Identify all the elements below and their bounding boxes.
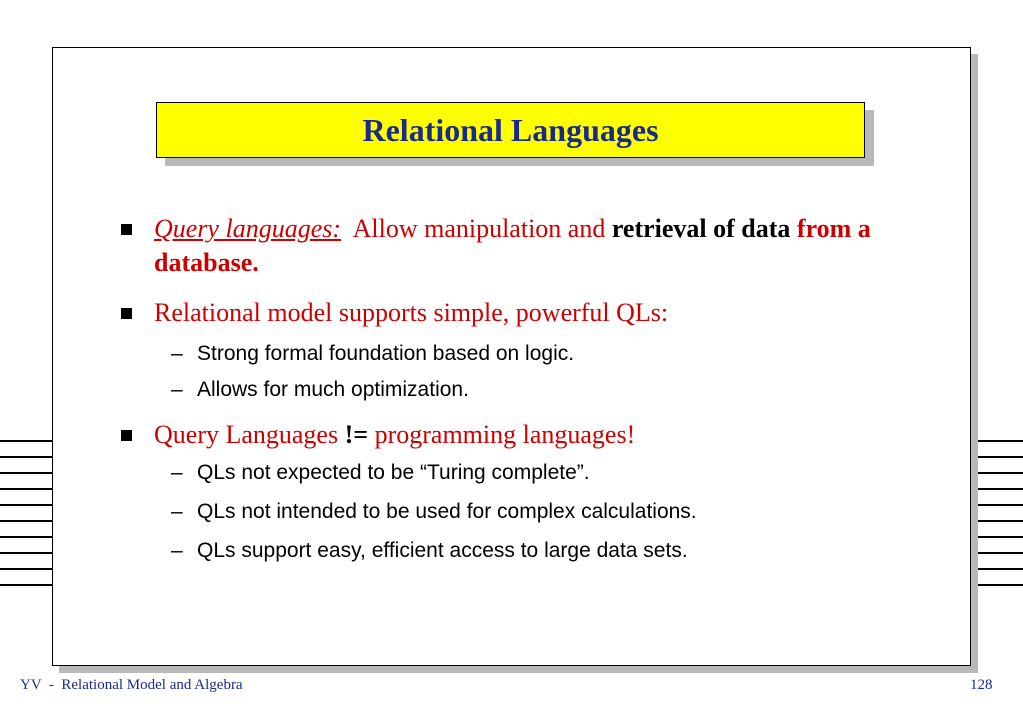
bold-red-text: from a database. [154,214,871,277]
dash-bullet-icon: – [171,500,183,523]
sub-bullet [171,459,857,487]
sub-bullet-text: QLs support easy, efficient access to large data sets. [197,539,688,562]
dash-bullet-icon: – [171,461,183,484]
sub-bullet-text: Strong formal foundation based on logic. [197,342,575,365]
footer-page-number: 128 [970,677,993,693]
square-bullet-icon [121,308,132,319]
dash-bullet-icon: – [171,342,183,365]
bullet-relational-model [154,296,874,330]
sub-bullet [171,537,857,565]
square-bullet-icon [121,430,132,441]
bullet-text: Query Languages [154,420,339,449]
slide-title: Relational Languages [362,111,659,148]
bullet-text: programming languages! [374,420,636,449]
bullet-query-languages [154,212,874,280]
sub-bullet [171,340,857,368]
sub-bullet [171,376,857,404]
sub-bullet-text: QLs not expected to be “Turing complete”. [197,461,590,484]
dash-bullet-icon: – [171,378,183,401]
sub-bullet-text: Allows for much optimization. [197,378,469,401]
bullet-query-vs-programming [154,418,874,452]
term-query-languages: Query languages: [154,214,342,243]
bullet-text: Allow manipulation and [352,214,606,243]
bullet-text: Relational model supports simple, powerful QLs: [154,298,669,327]
dash-bullet-icon: – [171,539,183,562]
bold-black-text: retrieval of data [611,214,791,243]
square-bullet-icon [121,224,132,235]
sub-bullet [171,498,857,526]
footer-course-title: YV - Relational Model and Algebra [20,677,243,693]
sub-bullet-text: QLs not intended to be used for complex calculations. [197,500,697,523]
not-equal-operator: != [344,420,369,449]
